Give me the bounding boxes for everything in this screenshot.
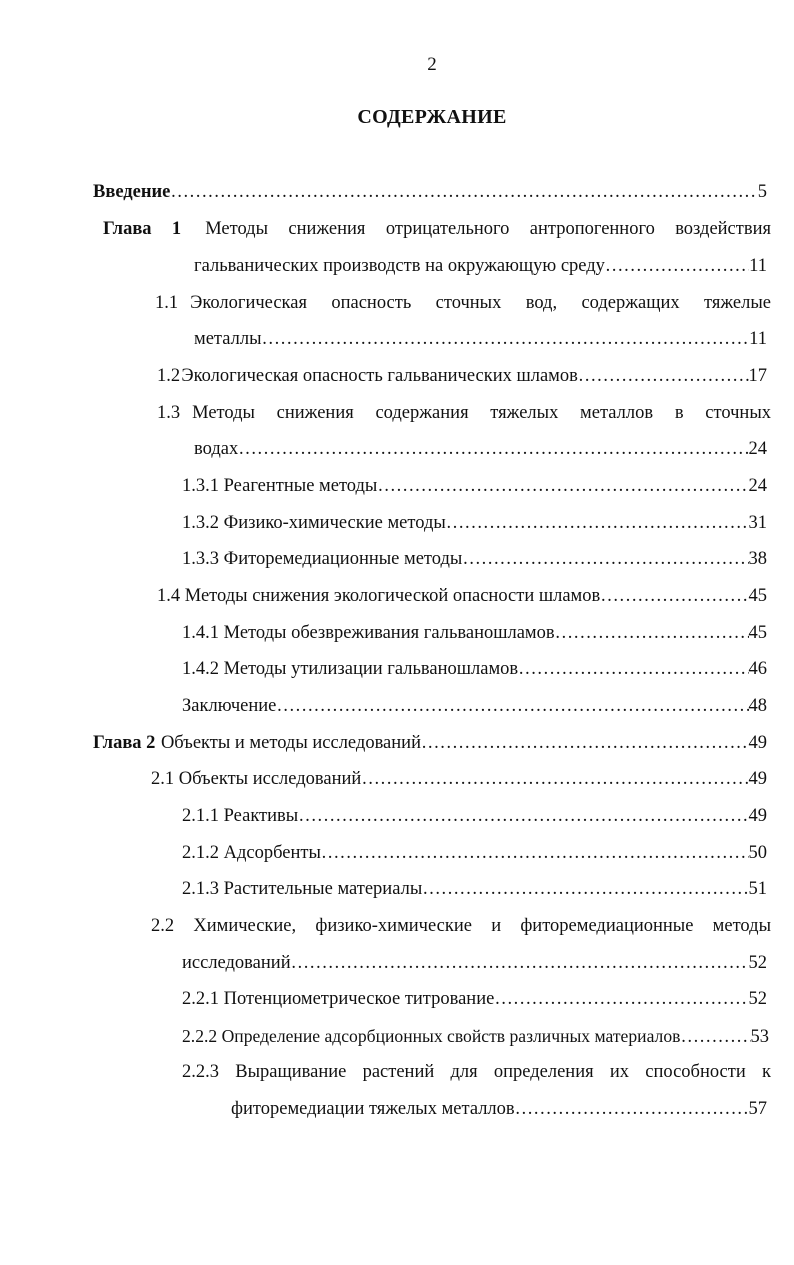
toc-entry-page: 53 (750, 1027, 769, 1047)
toc-subsection-2-1-2[interactable] (182, 841, 767, 865)
toc-entry-page: 11 (749, 329, 767, 349)
toc-subsection-2-2-3-line2[interactable] (231, 1097, 767, 1121)
toc-entry-page: 50 (748, 843, 767, 863)
section-title: 2.1 Объекты исследований (151, 769, 362, 789)
leader-dots (321, 841, 749, 865)
leader-dots (494, 987, 748, 1011)
subsection-title: 2.1.2 Адсорбенты (182, 843, 321, 863)
section-number: 1.3 (157, 403, 181, 423)
leader-dots (462, 547, 748, 571)
toc-entry-page: 57 (748, 1099, 767, 1119)
toc-entry-page: 45 (748, 623, 767, 643)
toc-entry-label: Введение (93, 182, 171, 202)
leader-dots (291, 951, 749, 975)
section-title: Экологическая опасность сточных вод, содержащих тяжелые (190, 293, 771, 313)
subsection-title: 1.4.1 Методы обезвреживания гальваношламов (182, 623, 555, 643)
leader-dots (422, 877, 748, 901)
chapter-title-cont: гальванических производств на окружающую среду (194, 256, 605, 276)
leader-dots (446, 511, 749, 535)
section-title-cont: водах (194, 439, 239, 459)
section-title-cont: исследований (182, 953, 291, 973)
toc-subsection-1-4-1[interactable] (182, 621, 767, 645)
section-number: 1.1 (155, 293, 179, 313)
toc-entry-page: 48 (748, 696, 767, 716)
chapter-label: Глава 2 (93, 733, 156, 753)
toc-chapter-2[interactable] (93, 731, 767, 755)
toc-entry-page: 49 (748, 733, 767, 753)
section-title: Методы снижения содержания тяжелых металлов в сточных (192, 403, 771, 423)
toc-subsection-1-3-3[interactable] (182, 547, 767, 571)
toc-section-1-3-line1[interactable] (157, 401, 771, 425)
leader-dots (680, 1025, 750, 1049)
toc-subsection-2-1-1[interactable] (182, 804, 767, 828)
toc-subsection-2-2-3-line1[interactable] (182, 1060, 771, 1084)
section-title: 1.4 Методы снижения экологической опасности шламов (157, 586, 601, 606)
subsection-title-cont: фиторемедиации тяжелых металлов (231, 1099, 515, 1119)
section-number: 1.2 (157, 366, 181, 386)
toc-section-1-4[interactable] (157, 584, 767, 608)
toc-subsection-1-4-2[interactable] (182, 657, 767, 681)
toc-entry-page: 17 (748, 366, 767, 386)
subsection-title: 1.3.3 Фиторемедиационные методы (182, 549, 463, 569)
leader-dots (276, 694, 748, 718)
toc-section-1-1-line2[interactable] (194, 327, 767, 351)
toc-entry-page: 52 (748, 989, 767, 1009)
leader-dots (555, 621, 749, 645)
subsection-title: 2.2.1 Потенциометрическое титрование (182, 989, 495, 1009)
conclusion-title: Заключение (182, 696, 277, 716)
leader-dots (262, 327, 750, 351)
leader-dots (600, 584, 748, 608)
toc-subsection-2-2-2[interactable] (182, 1024, 769, 1048)
toc-section-1-1-line1[interactable] (155, 291, 771, 315)
toc-section-2-2-line1[interactable] (151, 914, 771, 938)
leader-dots (578, 364, 749, 388)
toc-subsection-2-1-3[interactable] (182, 877, 767, 901)
leader-dots (238, 437, 748, 461)
subsection-title: 1.3.1 Реагентные методы (182, 476, 378, 496)
leader-dots (298, 804, 748, 828)
leader-dots (421, 731, 749, 755)
toc-entry-page: 24 (748, 439, 767, 459)
leader-dots (377, 474, 748, 498)
subsection-title: 2.1.1 Реактивы (182, 806, 299, 826)
toc-conclusion[interactable] (182, 694, 767, 718)
leader-dots (518, 657, 748, 681)
toc-section-2-2-line2[interactable] (182, 951, 767, 975)
toc-entry-page: 38 (748, 549, 767, 569)
toc-entry-page: 49 (748, 769, 767, 789)
toc-entry-page: 45 (748, 586, 767, 606)
subsection-title: 1.4.2 Методы утилизации гальваношламов (182, 659, 519, 679)
section-title: 2.2 Химические, физико-химические и фиторемедиационные методы (151, 916, 771, 936)
leader-dots (170, 180, 757, 204)
toc-entry-intro[interactable] (93, 180, 767, 204)
subsection-title: 2.2.3 Выращивание растений для определения их способности к (182, 1062, 771, 1082)
toc-chapter-1-line1[interactable] (103, 217, 771, 241)
toc-section-1-2[interactable] (157, 364, 767, 388)
toc-entry-page: 52 (748, 953, 767, 973)
subsection-title: 2.1.3 Растительные материалы (182, 879, 423, 899)
toc-entry-page: 49 (748, 806, 767, 826)
toc-entry-page: 31 (748, 513, 767, 533)
toc-subsection-1-3-2[interactable] (182, 511, 767, 535)
leader-dots (361, 767, 748, 791)
toc-entry-page: 24 (748, 476, 767, 496)
toc-entry-page: 5 (757, 182, 767, 202)
section-title: Экологическая опасность гальванических шламов (181, 366, 578, 386)
toc-subsection-2-2-1[interactable] (182, 987, 767, 1011)
toc-entry-page: 11 (749, 256, 767, 276)
toc-subsection-1-3-1[interactable] (182, 474, 767, 498)
toc-chapter-1-line2[interactable] (194, 254, 767, 278)
leader-dots (515, 1097, 749, 1121)
chapter-label: Глава 1 (103, 219, 182, 239)
toc-entry-page: 46 (748, 659, 767, 679)
page-number: 2 (427, 54, 437, 75)
subsection-title: 1.3.2 Физико-химические методы (182, 513, 446, 533)
section-title-cont: металлы (194, 329, 262, 349)
chapter-title: Объекты и методы исследований (160, 733, 421, 753)
subsection-title: 2.2.2 Определение адсорбционных свойств различных материалов (182, 1026, 681, 1046)
toc-section-2-1[interactable] (151, 767, 767, 791)
toc-entry-page: 51 (748, 879, 767, 899)
chapter-title: Методы снижения отрицательного антропогенного воздействия (205, 219, 771, 239)
leader-dots (605, 254, 749, 278)
toc-title: СОДЕРЖАНИЕ (357, 106, 507, 128)
toc-section-1-3-line2[interactable] (194, 437, 767, 461)
